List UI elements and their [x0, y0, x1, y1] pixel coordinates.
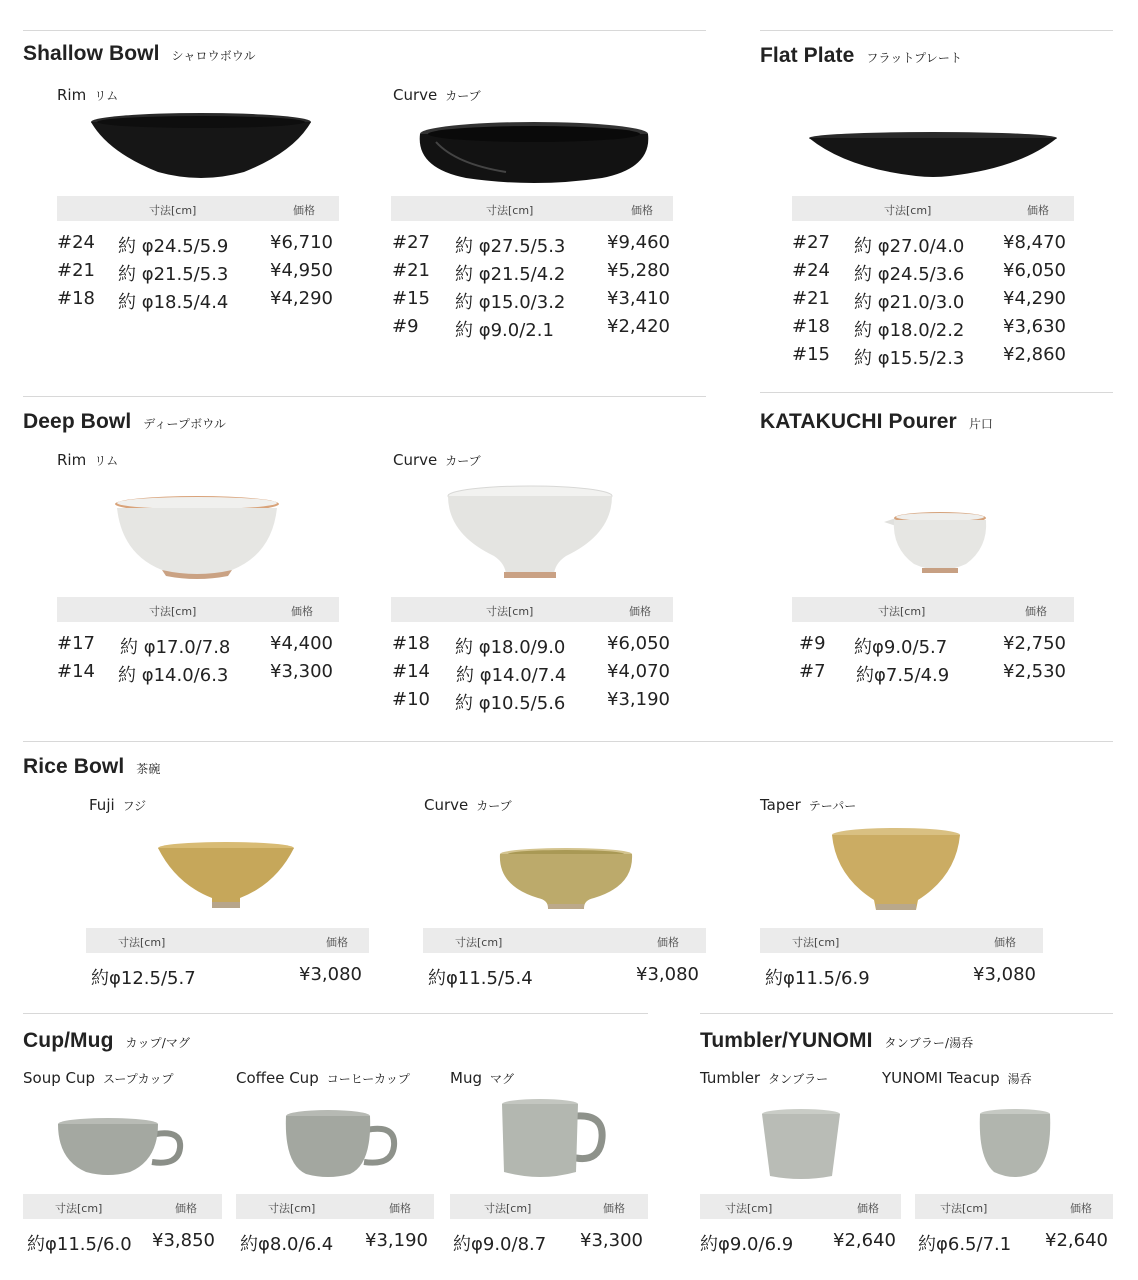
table-row: #18 約 φ18.5/4.4 ¥4,290 — [57, 288, 333, 313]
section-title-katakuchi: KATAKUCHI Pourer 片口 — [760, 410, 994, 433]
table-row: #27 約 φ27.5/5.3 ¥9,460 — [392, 232, 670, 257]
table-row: #18 約 φ18.0/9.0 ¥6,050 — [392, 633, 670, 658]
spec-table-deep-curve — [392, 633, 670, 717]
deep-curve-bowl-image — [444, 484, 616, 582]
spec-table-soup-cup — [27, 1230, 215, 1258]
spec-header: 寸法[cm] 価格 — [700, 1194, 901, 1219]
product-name-rice-fuji: Fuji フジ — [89, 796, 147, 814]
deep-rim-bowl-image — [112, 494, 282, 580]
spec-table-rice-fuji — [91, 964, 362, 992]
spec-table-tumbler — [700, 1230, 896, 1258]
divider — [23, 741, 1113, 742]
table-row: 約φ9.0/8.7 ¥3,300 — [453, 1230, 643, 1255]
spec-header: 寸法[cm] 価格 — [423, 928, 706, 953]
section-title-cup-mug: Cup/Mug カップ/マグ — [23, 1029, 191, 1052]
spec-header: 寸法[cm] 価格 — [86, 928, 369, 953]
section-title-flat-plate: Flat Plate フラットプレート — [760, 44, 963, 67]
table-row: #15 約 φ15.5/2.3 ¥2,860 — [792, 344, 1066, 369]
yunomi-teacup-image — [978, 1108, 1052, 1180]
table-row: 約φ11.5/6.9 ¥3,080 — [765, 964, 1036, 989]
table-row: #21 約 φ21.5/5.3 ¥4,950 — [57, 260, 333, 285]
table-row: #9 約 φ9.0/2.1 ¥2,420 — [392, 316, 670, 341]
spec-header: 寸法[cm] 価格 — [450, 1194, 648, 1219]
table-row: #15 約 φ15.0/3.2 ¥3,410 — [392, 288, 670, 313]
table-row: 約φ11.5/5.4 ¥3,080 — [428, 964, 699, 989]
rice-taper-bowl-image — [830, 826, 962, 914]
product-name-tumbler: Tumbler タンブラー — [700, 1069, 829, 1087]
table-row: #21 約 φ21.0/3.0 ¥4,290 — [792, 288, 1066, 313]
product-name-shallow-curve: Curve カーブ — [393, 86, 481, 104]
product-name-rice-curve: Curve カーブ — [424, 796, 512, 814]
table-row: 約φ8.0/6.4 ¥3,190 — [240, 1230, 428, 1255]
divider — [760, 30, 1113, 31]
spec-header: 寸法[cm] 価格 — [792, 597, 1074, 622]
table-row: #10 約 φ10.5/5.6 ¥3,190 — [392, 689, 670, 714]
spec-header: 寸法[cm] 価格 — [236, 1194, 434, 1219]
table-row: #14 約 φ14.0/7.4 ¥4,070 — [392, 661, 670, 686]
spec-table-rice-curve — [428, 964, 699, 992]
shallow-rim-bowl-image — [88, 112, 314, 184]
table-row: #17 約 φ17.0/7.8 ¥4,400 — [57, 633, 333, 658]
product-name-deep-curve: Curve カーブ — [393, 451, 481, 469]
table-row: #24 約 φ24.5/3.6 ¥6,050 — [792, 260, 1066, 285]
divider — [23, 30, 706, 31]
spec-table-rice-taper — [765, 964, 1036, 992]
product-name-shallow-rim: Rim リム — [57, 86, 119, 104]
table-row: 約φ9.0/6.9 ¥2,640 — [700, 1230, 896, 1255]
table-row: #24 約 φ24.5/5.9 ¥6,710 — [57, 232, 333, 257]
flat-plate-image — [806, 128, 1060, 180]
section-title-shallow-bowl: Shallow Bowl シャロウボウル — [23, 42, 256, 65]
spec-table-mug — [453, 1230, 643, 1258]
section-title-deep-bowl: Deep Bowl ディープボウル — [23, 410, 227, 433]
tumbler-image — [760, 1108, 842, 1180]
spec-table-katakuchi — [799, 633, 1066, 689]
table-row: 約φ6.5/7.1 ¥2,640 — [918, 1230, 1108, 1255]
spec-header: 寸法[cm] 価格 — [57, 196, 339, 221]
product-name-soup-cup: Soup Cup スープカップ — [23, 1069, 174, 1087]
table-row: 約φ11.5/6.0 ¥3,850 — [27, 1230, 215, 1255]
section-title-rice-bowl: Rice Bowl 茶碗 — [23, 755, 161, 778]
spec-table-deep-rim — [57, 633, 333, 689]
spec-table-shallow-rim — [57, 232, 333, 316]
divider — [23, 1013, 648, 1014]
table-row: #14 約 φ14.0/6.3 ¥3,300 — [57, 661, 333, 686]
table-row: #7 約φ7.5/4.9 ¥2,530 — [799, 661, 1066, 686]
divider — [23, 396, 706, 397]
table-row: #18 約 φ18.0/2.2 ¥3,630 — [792, 316, 1066, 341]
rice-curve-bowl-image — [498, 846, 634, 912]
spec-header: 寸法[cm] 価格 — [915, 1194, 1113, 1219]
soup-cup-image — [56, 1116, 186, 1180]
spec-header: 寸法[cm] 価格 — [23, 1194, 222, 1219]
spec-header: 寸法[cm] 価格 — [760, 928, 1043, 953]
product-name-mug: Mug マグ — [450, 1069, 514, 1087]
product-name-rice-taper: Taper テーパー — [760, 796, 857, 814]
table-row: #27 約 φ27.0/4.0 ¥8,470 — [792, 232, 1066, 257]
shallow-curve-bowl-image — [416, 118, 652, 186]
spec-table-coffee-cup — [240, 1230, 428, 1258]
divider — [700, 1013, 1113, 1014]
mug-image — [500, 1096, 610, 1182]
table-row: #21 約 φ21.5/4.2 ¥5,280 — [392, 260, 670, 285]
product-name-deep-rim: Rim リム — [57, 451, 119, 469]
table-row: 約φ12.5/5.7 ¥3,080 — [91, 964, 362, 989]
spec-table-shallow-curve — [392, 232, 670, 344]
table-row: #9 約φ9.0/5.7 ¥2,750 — [799, 633, 1066, 658]
spec-header: 寸法[cm] 価格 — [391, 196, 673, 221]
spec-header: 寸法[cm] 価格 — [391, 597, 673, 622]
katakuchi-pourer-image — [880, 508, 990, 576]
product-name-coffee-cup: Coffee Cup コーヒーカップ — [236, 1069, 410, 1087]
spec-header: 寸法[cm] 価格 — [57, 597, 339, 622]
coffee-cup-image — [284, 1108, 400, 1180]
section-title-tumbler-yunomi: Tumbler/YUNOMI タンブラー/湯呑 — [700, 1029, 974, 1052]
rice-fuji-bowl-image — [156, 840, 296, 912]
spec-header: 寸法[cm] 価格 — [792, 196, 1074, 221]
spec-table-yunomi — [918, 1230, 1108, 1258]
divider — [760, 392, 1113, 393]
spec-table-flat-plate — [792, 232, 1066, 372]
product-name-yunomi: YUNOMI Teacup 湯呑 — [882, 1069, 1032, 1087]
